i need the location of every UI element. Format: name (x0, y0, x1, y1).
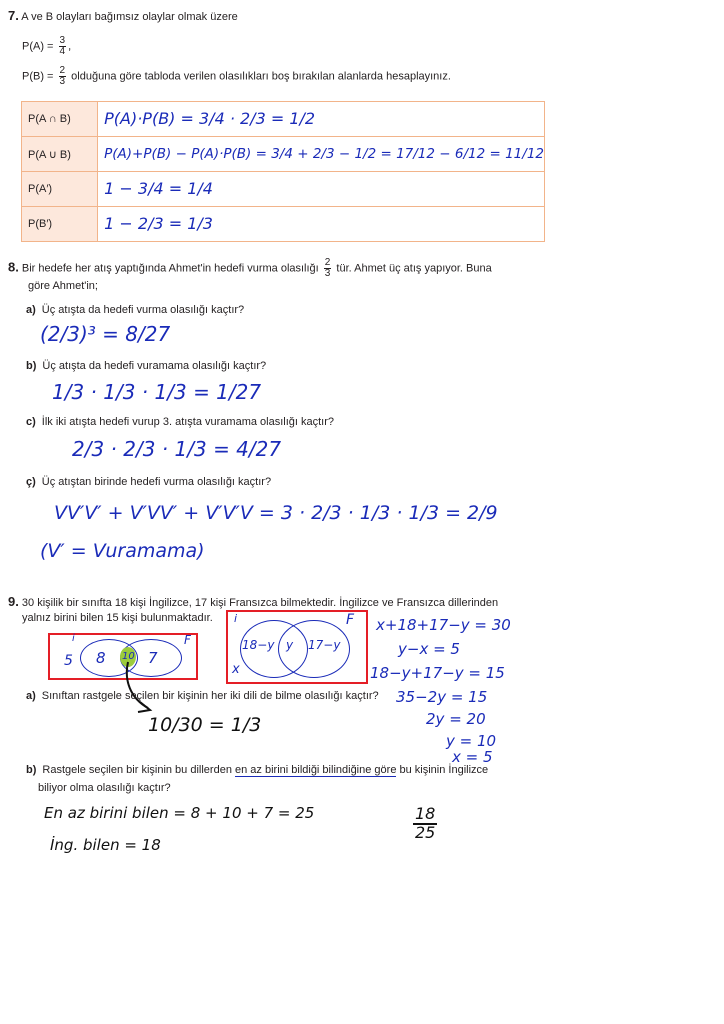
answer-a-complement: 1 − 3/4 = 1/4 (104, 179, 213, 198)
q9b-result (410, 806, 440, 842)
row-label: P(A ∩ B) (22, 102, 98, 137)
q8-num: 2 (324, 257, 331, 268)
venn1-left: 8 (96, 649, 106, 667)
venn2-right: 17−y (308, 638, 341, 652)
q8c-question (26, 416, 334, 428)
q8a-question (26, 304, 244, 316)
pa-prefix: P(A) = (22, 40, 54, 53)
venn1-mid: 10 (122, 651, 135, 662)
q8a-label: a) (26, 304, 36, 316)
q9a-question (26, 690, 379, 702)
q7-pb (22, 66, 451, 87)
work-line: y = 10 (446, 732, 497, 750)
work-line: 2y = 20 (426, 710, 486, 728)
table-row (22, 102, 545, 137)
pb-text: olduğuna göre tabloda verilen olasılıkları boş bırakılan alanlarda hesaplayınız. (71, 70, 451, 83)
q8c-text: İlk iki atışta hedefi vurup 3. atışta vuramama olasılığı kaçtır? (41, 416, 335, 428)
q9-text1: 30 kişilik bir sınıfta 18 kişi İngilizce, 17 kişi Fransızca bilmektedir. İngilizce ve Fransızca dillerinden (21, 597, 499, 609)
q8d-question (26, 476, 271, 488)
venn1-label-i: i (72, 633, 75, 644)
pb-den: 3 (59, 76, 66, 87)
answer-a-and-b: P(A)·P(B) = 3/4 · 2/3 = 1/2 (104, 109, 316, 128)
q7-number: 7. (8, 8, 19, 23)
q9b-text-post: bu kişinin İngilizce (399, 764, 489, 776)
answer-b-complement: 1 − 2/3 = 1/3 (104, 214, 213, 233)
venn1-outside: 5 (64, 653, 73, 669)
venn1-label-f: F (184, 633, 191, 647)
venn2-left: 18−y (242, 638, 275, 652)
pb-num: 2 (59, 65, 66, 76)
q9b-text2: biliyor olma olasılığı kaçtır? (38, 782, 171, 794)
q8-fraction (324, 258, 332, 279)
q8-text1: Bir hedefe her atış yaptığında Ahmet'in hedefi vurma olasılığı (21, 262, 319, 275)
q8a-answer: (2/3)³ = 8/27 (40, 322, 171, 346)
q8-den: 3 (324, 268, 331, 279)
venn1-right: 7 (148, 649, 158, 667)
row-label: P(B′) (22, 207, 98, 242)
work-line: 18−y+17−y = 15 (370, 664, 505, 682)
q8-number: 8. (8, 259, 19, 275)
q8b-text: Üç atışta da hedefi vuramama olasılığı kaçtır? (42, 360, 267, 372)
q8-text3: göre Ahmet'in; (28, 280, 98, 292)
work-line: y−x = 5 (398, 640, 460, 658)
q9b-text-pre: Rastgele seçilen bir kişinin bu dillerden (42, 764, 232, 776)
pa-suffix: , (68, 40, 72, 53)
q8d-answer: VV′V′ + V′VV′ + V′V′V = 3 · 2/3 · 1/3 · 1/3 = 2/9 (54, 502, 498, 524)
row-label: P(A′) (22, 172, 98, 207)
q9a-answer: 10/30 = 1/3 (148, 714, 262, 736)
row-answer (98, 207, 545, 242)
venn2-outside: x (232, 662, 240, 677)
q8d-text: Üç atıştan birinde hedefi vurma olasılığı kaçtır? (41, 476, 272, 488)
venn-diagram-2 (226, 610, 368, 684)
pa-fraction (59, 36, 67, 57)
pb-fraction (59, 66, 67, 87)
q7-intro: A ve B olayları bağımsız olaylar olmak üzere (21, 11, 238, 23)
pa-den: 4 (59, 46, 66, 57)
q8d-label: ç) (26, 476, 36, 488)
q8c-label: c) (26, 416, 36, 428)
q9b-line1: En az birini bilen = 8 + 10 + 7 = 25 (44, 804, 315, 822)
q9b-result-den: 25 (415, 822, 436, 842)
q8d-note: (V′ = Vuramama) (40, 540, 205, 562)
q8a-text: Üç atışta da hedefi vurma olasılığı kaçtır? (41, 304, 245, 316)
q9b-text-underlined: en az birini bildiği bilindiğine göre (235, 764, 397, 776)
q9-number: 9. (8, 594, 19, 609)
table-row (22, 172, 545, 207)
work-line: x+18+17−y = 30 (376, 616, 511, 634)
answer-a-or-b: P(A)+P(B) − P(A)·P(B) = 3/4 + 2/3 − 1/2 = 17/12 − 6/12 = 11/12 (104, 146, 544, 162)
q8b-answer: 1/3 · 1/3 · 1/3 = 1/27 (52, 380, 262, 404)
q8b-label: b) (26, 360, 37, 372)
venn2-mid: y (286, 638, 294, 652)
q9-text2: yalnız birini bilen 15 kişi bulunmaktadır. (22, 612, 213, 624)
work-line: x = 5 (452, 748, 493, 766)
pb-prefix: P(B) = (22, 70, 54, 83)
q8b-question (26, 360, 266, 372)
table-row (22, 137, 545, 172)
venn2-label-i: i (234, 612, 238, 625)
q9b-question (26, 764, 488, 776)
row-answer (98, 137, 545, 172)
work-line: 35−2y = 15 (396, 688, 488, 706)
table-row (22, 207, 545, 242)
q8-header (8, 258, 492, 279)
q9a-label: a) (26, 690, 36, 702)
row-label: P(A ∪ B) (22, 137, 98, 172)
q9b-label: b) (26, 764, 37, 776)
q9b-line2: İng. bilen = 18 (50, 836, 161, 854)
row-answer (98, 102, 545, 137)
venn2-label-f: F (346, 612, 355, 628)
q9-header (8, 594, 498, 609)
row-answer (98, 172, 545, 207)
q9a-text: Sınıftan rastgele seçilen bir kişinin her iki dili de bilme olasılığı kaçtır? (41, 690, 379, 702)
q7-pa (22, 36, 71, 57)
q9b-result-num: 18 (415, 804, 436, 823)
pa-num: 3 (59, 35, 66, 46)
probability-table (21, 101, 545, 242)
q8-text2: tür. Ahmet üç atış yapıyor. Buna (336, 262, 492, 275)
q9b-result-fraction (413, 806, 437, 842)
q8c-answer: 2/3 · 2/3 · 1/3 = 4/27 (72, 437, 282, 461)
q7-header (8, 8, 238, 23)
